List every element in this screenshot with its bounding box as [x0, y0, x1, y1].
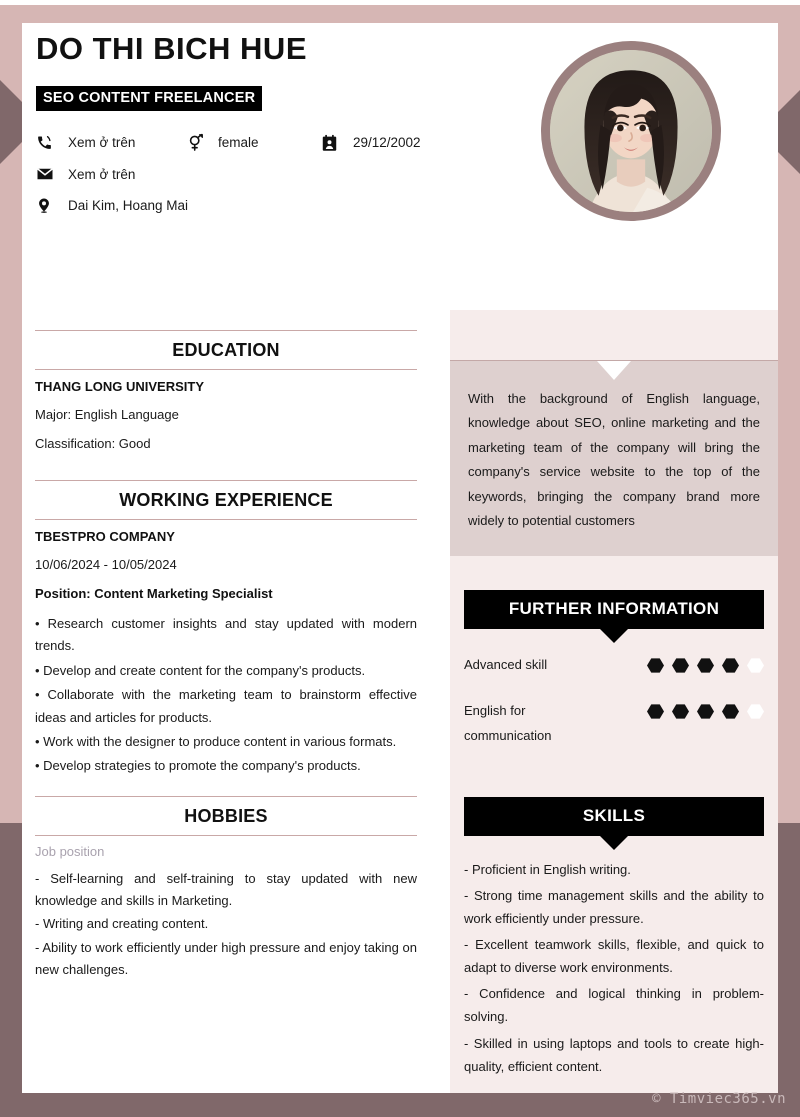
contact-email-value: Xem ở trên [68, 166, 136, 182]
rating-label [464, 699, 647, 748]
rating-label-line: English for [464, 703, 526, 719]
contact-address [36, 196, 188, 215]
email-icon [36, 165, 60, 183]
experience-bullet: • Collaborate with the marketing team to brainstorm effective ideas and articles for products. [35, 687, 417, 725]
education-school: THANG LONG UNIVERSITY [35, 379, 205, 394]
cv-card [22, 23, 778, 1093]
hobbies-placeholder[interactable]: Job position [35, 843, 105, 859]
rating-row [464, 653, 764, 678]
section-education [35, 330, 417, 480]
cv-header [36, 32, 516, 228]
further-information-heading: FURTHER INFORMATION [464, 590, 764, 629]
rating-hex-empty-icon [747, 703, 764, 720]
section-hobbies [35, 796, 417, 999]
right-column [450, 310, 778, 1099]
education-heading: EDUCATION [35, 330, 417, 370]
rating-hex-filled-icon [722, 657, 739, 674]
location-pin-icon [36, 196, 60, 215]
section-objective [450, 360, 778, 556]
contact-email[interactable] [36, 165, 186, 183]
experience-dates: 10/06/2024 - 10/05/2024 [35, 557, 177, 573]
contact-row-2 [36, 165, 516, 183]
rating-hex-filled-icon [647, 703, 664, 720]
rating-hex-filled-icon [722, 703, 739, 720]
skill-item: - Confidence and logical thinking in problem-solving. [464, 986, 764, 1025]
experience-bullet: • Research customer insights and stay updated with modern trends. [35, 616, 417, 654]
education-major: Major: English Language [35, 407, 179, 423]
rating-hex-filled-icon [647, 657, 664, 674]
contact-row-3 [36, 196, 516, 215]
contact-address-value: Dai Kim, Hoang Mai [68, 198, 189, 214]
left-column [35, 330, 417, 998]
avatar-portrait [550, 50, 712, 212]
objective-notch-icon [597, 361, 631, 380]
experience-bullet: • Develop and create content for the company's products. [35, 662, 366, 678]
experience-company: TBESTPRO COMPANY [35, 528, 175, 544]
skill-item: - Excellent teamwork skills, flexible, and quick to adapt to diverse work environments. [464, 937, 764, 976]
section-further-information [450, 590, 778, 775]
experience-bullet: • Develop strategies to promote the company's products. [35, 758, 361, 774]
right-panel-top-spacer [450, 310, 778, 360]
hobbies-item: - Writing and creating content. [35, 916, 209, 932]
section-skills [450, 797, 778, 1099]
rating-hex-filled-icon [672, 703, 689, 720]
contact-row-1 [36, 133, 516, 152]
hobbies-heading: HOBBIES [35, 796, 417, 836]
experience-bullet: • Work with the designer to produce content in various formats. [35, 733, 397, 749]
calendar-icon [321, 134, 345, 152]
skills-heading: SKILLS [464, 797, 764, 836]
rating-hex-filled-icon [697, 703, 714, 720]
footer-credit: © Timviec365.vn [652, 1091, 786, 1107]
contact-birthdate [321, 134, 421, 152]
rating-dots[interactable] [647, 699, 764, 720]
rating-row [464, 699, 764, 748]
contact-gender [186, 133, 321, 152]
contact-gender-value: female [218, 135, 259, 151]
skills-notch-icon [600, 836, 628, 850]
rating-label: Advanced skill [464, 656, 548, 672]
education-classification: Classification: Good [35, 436, 151, 452]
skill-item: - Strong time management skills and the ability to work efficiently under pressure. [464, 887, 764, 926]
rating-label-line: communication [464, 728, 552, 743]
candidate-name: DO THI BICH HUE [36, 31, 307, 66]
objective-text: With the background of English language, knowledge about SEO, online marketing and the marketing team of the company will bring the company's service website to the top of the keywords, bringing the company brand more widely to potential customers [468, 391, 760, 529]
hobbies-item: - Self-learning and self-training to stay updated with new knowledge and skills in Marketing. [35, 870, 417, 908]
skill-item: - Proficient in English writing. [464, 861, 631, 877]
job-title-badge: SEO CONTENT FREELANCER [36, 86, 262, 111]
phone-icon [36, 134, 60, 151]
contact-phone[interactable] [36, 134, 186, 151]
rating-hex-filled-icon [672, 657, 689, 674]
rating-hex-filled-icon [697, 657, 714, 674]
hobbies-item: - Ability to work efficiently under high pressure and enjoy taking on new challenges. [35, 939, 417, 978]
rating-hex-empty-icon [747, 657, 764, 674]
rating-dots[interactable] [647, 653, 764, 674]
experience-heading: WORKING EXPERIENCE [35, 480, 417, 520]
gender-icon [186, 133, 210, 152]
avatar [541, 41, 721, 221]
contact-birthdate-value: 29/12/2002 [353, 135, 421, 151]
section-experience [35, 480, 417, 796]
experience-position: Position: Content Marketing Specialist [35, 585, 273, 601]
skill-item: - Skilled in using laptops and tools to create high-quality, efficient content. [464, 1035, 764, 1074]
contact-phone-value: Xem ở trên [68, 135, 136, 151]
further-information-notch-icon [600, 629, 628, 643]
